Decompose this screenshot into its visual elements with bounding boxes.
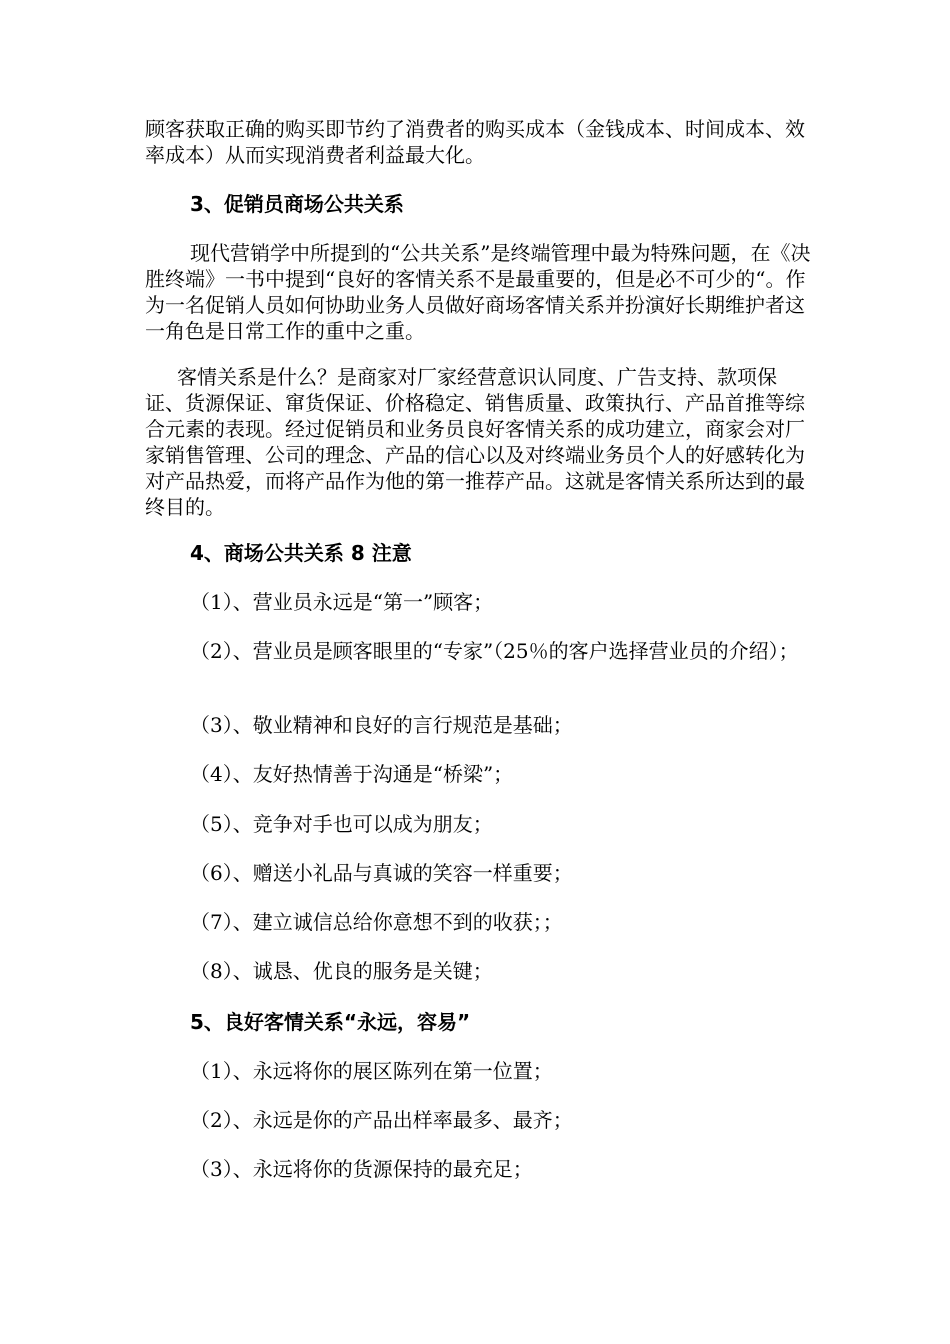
section-4-item-6: （6）、赠送小礼品与真诚的笑容一样重要；: [190, 861, 573, 885]
section-5-item-3: （3）、永远将你的货源保持的最充足；: [190, 1157, 533, 1181]
section-4-item-3: （3）、敬业精神和良好的言行规范是基础；: [190, 713, 573, 737]
section-5-item-1: （1）、永远将你的展区陈列在第一位置；: [190, 1059, 553, 1083]
section-5-item-2: （2）、永远是你的产品出样率最多、最齐；: [190, 1108, 573, 1132]
intro-continuation-paragraph: 顾客获取正确的购买即节约了消费者的购买成本（金钱成本、时间成本、效率成本）从而实现消费者利益最大化。: [145, 117, 805, 167]
section-4-heading: 4、商场公共关系 8 注意: [190, 541, 412, 565]
section-3-paragraph-1: 现代营销学中所提到的“公共关系”是终端管理中最为特殊问题，在《决胜终端》一书中提到“良好的客情关系不是最重要的，但是必不可少的“。作为一名促销人员如何协助业务人员做好商场客情关系并扮演好长期维护者这一角色是日常工作的重中之重。: [145, 241, 811, 343]
section-5-heading: 5、良好客情关系“永远，容易”: [190, 1010, 471, 1034]
section-3-heading: 3、促销员商场公共关系: [190, 192, 404, 216]
section-4-item-1: （1）、营业员永远是“第一”顾客；: [190, 590, 494, 614]
section-4-item-2: （2）、营业员是顾客眼里的“专家”（25％的客户选择营业员的介绍）；: [190, 639, 799, 663]
section-4-item-4: （4）、友好热情善于沟通是“桥梁”；: [190, 762, 514, 786]
section-4-item-7: （7）、建立诚信总给你意想不到的收获；；: [190, 910, 563, 934]
section-4-item-5: （5）、竞争对手也可以成为朋友；: [190, 812, 493, 836]
section-3-paragraph-2: 客情关系是什么？是商家对厂家经营意识认同度、广告支持、款项保证、货源保证、窜货保证、价格稳定、销售质量、政策执行、产品首推等综合元素的表现。经过促销员和业务员良好客情关系的成功建立，商家会对厂家销售管理、公司的理念、产品的信心以及对终端业务员个人的好感转化为对产品热爱，而将产品作为他的第一推荐产品。这就是客情关系所达到的最终目的。: [145, 365, 805, 519]
section-4-item-8: （8）、诚恳、优良的服务是关键；: [190, 959, 493, 983]
